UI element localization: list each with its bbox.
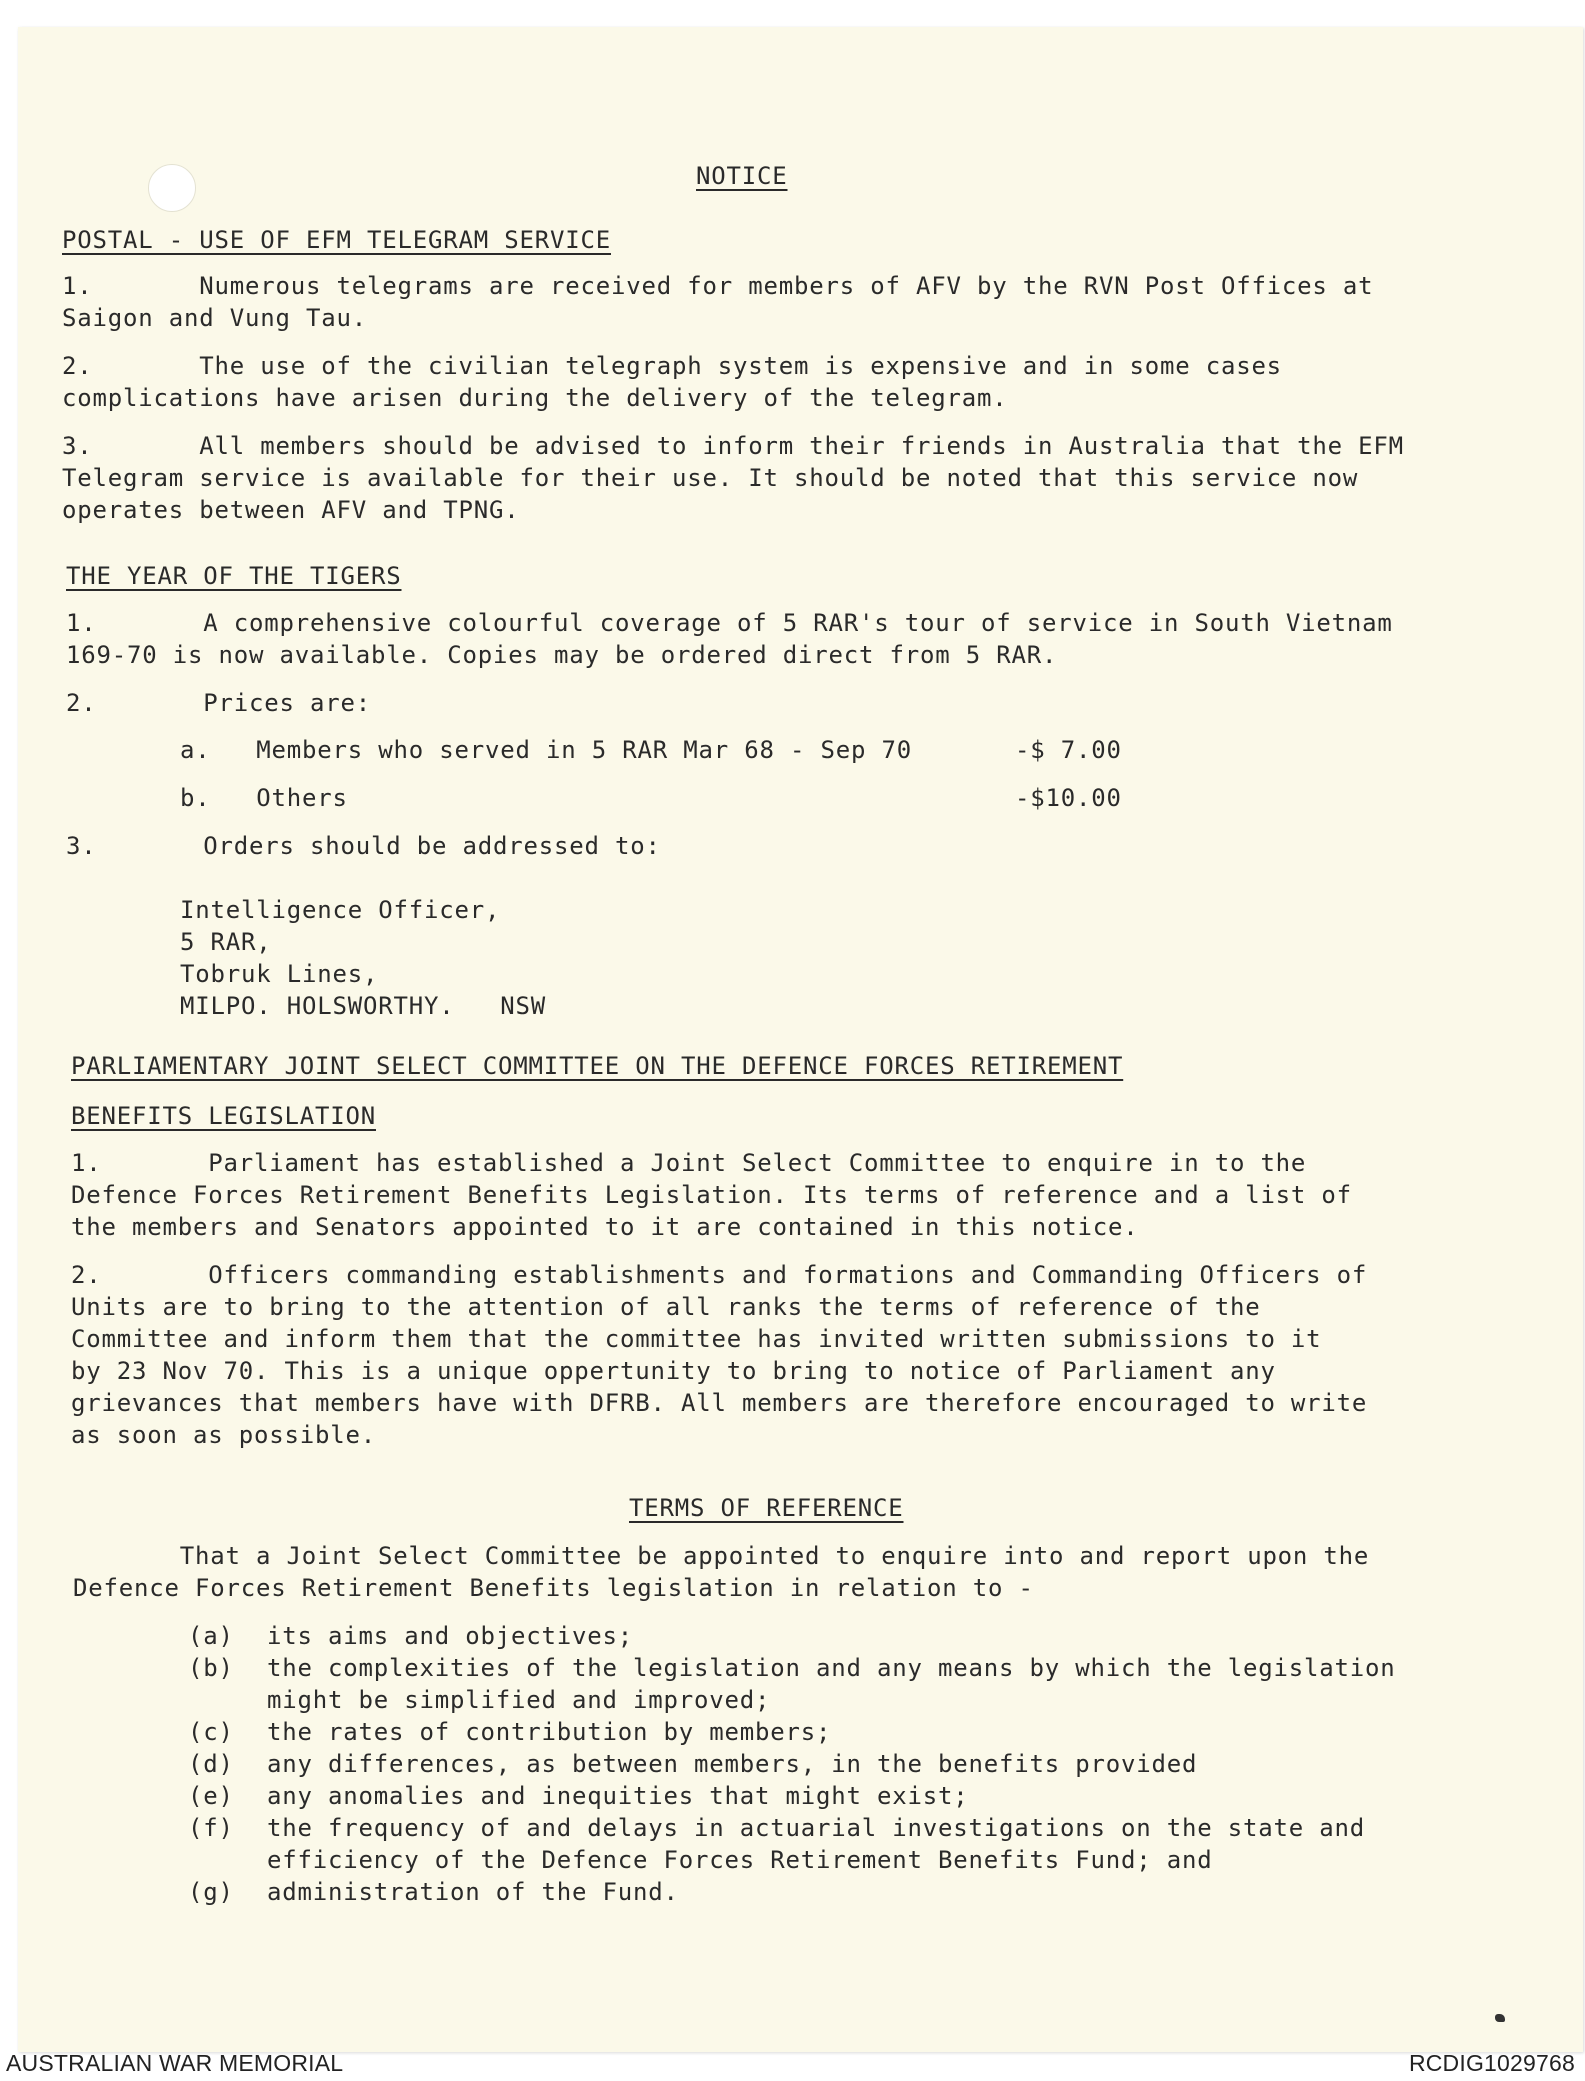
section-heading-parliamentary-line-2: BENEFITS LEGISLATION bbox=[71, 1102, 376, 1130]
parl-para-1-line-1: 1. Parliament has established a Joint Select Committee to enquire in to the bbox=[71, 1149, 1307, 1177]
term-text-g: administration of the Fund. bbox=[267, 1878, 679, 1906]
term-marker-e: (e) bbox=[188, 1782, 234, 1810]
term-marker-f: (f) bbox=[188, 1814, 234, 1842]
section-heading-tigers: THE YEAR OF THE TIGERS bbox=[66, 562, 402, 590]
parl-para-2-line-5: grievances that members have with DFRB. All members are therefore encouraged to write bbox=[71, 1389, 1368, 1417]
parl-para-2-line-1: 2. Officers commanding establishments and formations and Commanding Officers of bbox=[71, 1261, 1368, 1289]
postal-para-2-line-1: 2. The use of the civilian telegraph system is expensive and in some cases bbox=[62, 352, 1282, 380]
tigers-para-2: 2. Prices are: bbox=[66, 689, 371, 717]
postal-para-3-line-2: Telegram service is available for their use. It should be noted that this service now bbox=[62, 464, 1359, 492]
price-value-members: -$ 7.00 bbox=[1015, 736, 1122, 764]
parl-para-2-line-4: by 23 Nov 70. This is a unique oppertunity to bring to notice of Parliament any bbox=[71, 1357, 1276, 1385]
page-title: NOTICE bbox=[696, 162, 788, 190]
term-text-f-line-1: the frequency of and delays in actuarial investigations on the state and bbox=[267, 1814, 1365, 1842]
price-value-others: -$10.00 bbox=[1015, 784, 1122, 812]
ink-mark bbox=[1495, 2014, 1505, 2022]
postal-para-1-line-2: Saigon and Vung Tau. bbox=[62, 304, 367, 332]
terms-intro-line-2: Defence Forces Retirement Benefits legislation in relation to - bbox=[73, 1574, 1034, 1602]
section-heading-parliamentary-line-1: PARLIAMENTARY JOINT SELECT COMMITTEE ON THE DEFENCE FORCES RETIREMENT bbox=[71, 1052, 1124, 1080]
postal-para-2-line-2: complications have arisen during the delivery of the telegram. bbox=[62, 384, 1008, 412]
tigers-para-1-line-2: 169-70 is now available. Copies may be ordered direct from 5 RAR. bbox=[66, 641, 1058, 669]
postal-para-1-line-1: 1. Numerous telegrams are received for members of AFV by the RVN Post Offices at bbox=[62, 272, 1374, 300]
term-text-b-line-2: might be simplified and improved; bbox=[267, 1686, 771, 1714]
tigers-para-1-line-1: 1. A comprehensive colourful coverage of 5 RAR's tour of service in South Vietnam bbox=[66, 609, 1393, 637]
address-line-2: 5 RAR, bbox=[180, 928, 272, 956]
price-label-members: a. Members who served in 5 RAR Mar 68 - Sep 70 bbox=[180, 736, 912, 764]
term-marker-c: (c) bbox=[188, 1718, 234, 1746]
parl-para-1-line-3: the members and Senators appointed to it are contained in this notice. bbox=[71, 1213, 1139, 1241]
document-page bbox=[18, 27, 1583, 2052]
term-marker-g: (g) bbox=[188, 1878, 234, 1906]
parl-para-2-line-3: Committee and inform them that the committee has invited written submissions to it bbox=[71, 1325, 1322, 1353]
term-text-d: any differences, as between members, in the benefits provided bbox=[267, 1750, 1198, 1778]
punch-hole bbox=[148, 164, 196, 212]
postal-para-3-line-3: operates between AFV and TPNG. bbox=[62, 496, 520, 524]
parl-para-2-line-6: as soon as possible. bbox=[71, 1421, 376, 1449]
term-marker-d: (d) bbox=[188, 1750, 234, 1778]
term-marker-a: (a) bbox=[188, 1622, 234, 1650]
section-heading-postal: POSTAL - USE OF EFM TELEGRAM SERVICE bbox=[62, 226, 611, 254]
term-text-a: its aims and objectives; bbox=[267, 1622, 633, 1650]
address-line-3: Tobruk Lines, bbox=[180, 960, 379, 988]
address-line-1: Intelligence Officer, bbox=[180, 896, 501, 924]
parl-para-1-line-2: Defence Forces Retirement Benefits Legislation. Its terms of reference and a list of bbox=[71, 1181, 1352, 1209]
parl-para-2-line-2: Units are to bring to the attention of all ranks the terms of reference of the bbox=[71, 1293, 1261, 1321]
terms-heading: TERMS OF REFERENCE bbox=[629, 1494, 904, 1522]
address-line-4: MILPO. HOLSWORTHY. NSW bbox=[180, 992, 546, 1020]
price-label-others: b. Others bbox=[180, 784, 348, 812]
term-text-e: any anomalies and inequities that might exist; bbox=[267, 1782, 969, 1810]
term-text-b-line-1: the complexities of the legislation and any means by which the legislation bbox=[267, 1654, 1396, 1682]
terms-intro-line-1: That a Joint Select Committee be appointed to enquire into and report upon the bbox=[73, 1542, 1370, 1570]
term-marker-b: (b) bbox=[188, 1654, 234, 1682]
footer-record-id: RCDIG1029768 bbox=[1408, 2050, 1575, 2076]
tigers-para-3: 3. Orders should be addressed to: bbox=[66, 832, 661, 860]
term-text-f-line-2: efficiency of the Defence Forces Retirement Benefits Fund; and bbox=[267, 1846, 1213, 1874]
postal-para-3-line-1: 3. All members should be advised to inform their friends in Australia that the EFM bbox=[62, 432, 1404, 460]
term-text-c: the rates of contribution by members; bbox=[267, 1718, 832, 1746]
footer-archive-name: AUSTRALIAN WAR MEMORIAL bbox=[6, 2050, 344, 2076]
